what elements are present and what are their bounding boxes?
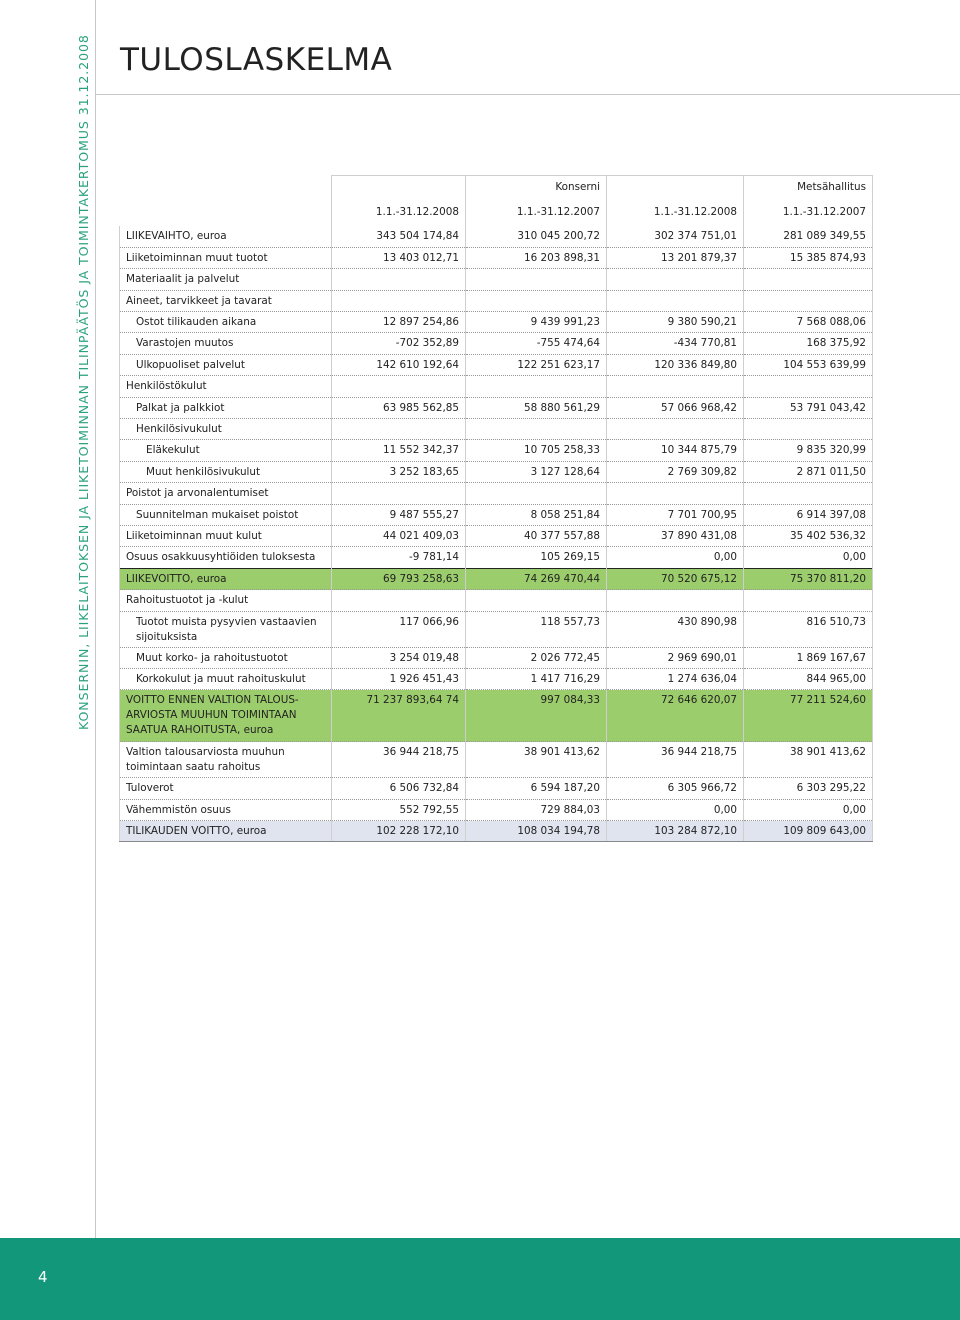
row-value: 2 969 690,01: [607, 647, 744, 668]
row-value: [607, 419, 744, 440]
row-value: 9 487 555,27: [332, 504, 466, 525]
row-value: [332, 376, 466, 397]
row-label: Korkokulut ja muut rahoituskulut: [120, 668, 332, 689]
row-value: 53 791 043,42: [744, 397, 873, 418]
table-row: [120, 690, 873, 742]
row-value: 168 375,92: [744, 333, 873, 354]
row-value: 16 203 898,31: [466, 247, 607, 268]
group-header-row: [120, 176, 873, 202]
table-row: [120, 461, 873, 482]
row-label: Aineet, tarvikkeet ja tavarat: [120, 290, 332, 311]
period-header: 1.1.-31.12.2008: [332, 201, 466, 226]
row-value: [466, 376, 607, 397]
row-value: [466, 290, 607, 311]
row-value: 3 254 019,48: [332, 647, 466, 668]
row-value: [466, 419, 607, 440]
row-value: 13 201 879,37: [607, 247, 744, 268]
row-value: [744, 590, 873, 611]
row-value: 0,00: [744, 547, 873, 568]
page-title: TULOSLASKELMA: [120, 42, 393, 78]
row-value: 10 344 875,79: [607, 440, 744, 461]
row-value: [332, 419, 466, 440]
row-value: 430 890,98: [607, 611, 744, 647]
table-row: [120, 397, 873, 418]
row-value: 104 553 639,99: [744, 354, 873, 375]
row-value: [607, 290, 744, 311]
row-value: 69 793 258,63: [332, 568, 466, 589]
row-value: 103 284 872,10: [607, 821, 744, 842]
row-value: 6 303 295,22: [744, 778, 873, 799]
row-value: 117 066,96: [332, 611, 466, 647]
income-statement-table: [119, 175, 873, 842]
row-value: 0,00: [607, 799, 744, 820]
table-row: [120, 547, 873, 568]
row-value: 9 439 991,23: [466, 312, 607, 333]
row-value: 1 274 636,04: [607, 668, 744, 689]
row-value: [332, 590, 466, 611]
row-label: Henkilöstökulut: [120, 376, 332, 397]
row-value: [744, 419, 873, 440]
group-header-konserni: Konserni: [466, 176, 607, 202]
table-row: [120, 290, 873, 311]
row-value: 0,00: [607, 547, 744, 568]
row-value: 71 237 893,64 74: [332, 690, 466, 742]
row-value: 15 385 874,93: [744, 247, 873, 268]
table-row: [120, 269, 873, 290]
row-value: 3 252 183,65: [332, 461, 466, 482]
table-row: [120, 504, 873, 525]
row-label: Tuotot muista pysyvien vastaavien sijoituksista: [120, 611, 332, 647]
row-value: 816 510,73: [744, 611, 873, 647]
row-value: 105 269,15: [466, 547, 607, 568]
period-header: 1.1.-31.12.2008: [607, 201, 744, 226]
row-value: [744, 290, 873, 311]
row-label: VOITTO ENNEN VALTION TALOUS-ARVIOSTA MUUHUN TOIMINTAAN SAATUA RAHOITUSTA, euroa: [120, 690, 332, 742]
row-value: 44 021 409,03: [332, 525, 466, 546]
row-value: -9 781,14: [332, 547, 466, 568]
table-row: [120, 440, 873, 461]
row-value: 997 084,33: [466, 690, 607, 742]
row-label: Tuloverot: [120, 778, 332, 799]
row-value: -434 770,81: [607, 333, 744, 354]
table-row: [120, 647, 873, 668]
period-header-row: [120, 201, 873, 226]
row-value: [744, 483, 873, 504]
row-value: [466, 590, 607, 611]
row-value: 12 897 254,86: [332, 312, 466, 333]
table-row: [120, 333, 873, 354]
row-value: [607, 376, 744, 397]
table-row: [120, 568, 873, 589]
row-value: [466, 483, 607, 504]
table-row: [120, 483, 873, 504]
row-value: 1 926 451,43: [332, 668, 466, 689]
row-label: Liiketoiminnan muut kulut: [120, 525, 332, 546]
row-label: Materiaalit ja palvelut: [120, 269, 332, 290]
table-row: [120, 799, 873, 820]
table-row: [120, 354, 873, 375]
table-row: [120, 525, 873, 546]
row-value: 7 568 088,06: [744, 312, 873, 333]
row-label: TILIKAUDEN VOITTO, euroa: [120, 821, 332, 842]
row-value: -702 352,89: [332, 333, 466, 354]
row-value: 122 251 623,17: [466, 354, 607, 375]
row-value: 0,00: [744, 799, 873, 820]
row-value: 2 026 772,45: [466, 647, 607, 668]
row-value: 36 944 218,75: [607, 742, 744, 778]
row-value: 70 520 675,12: [607, 568, 744, 589]
row-value: 10 705 258,33: [466, 440, 607, 461]
row-value: 3 127 128,64: [466, 461, 607, 482]
row-label: Muut korko- ja rahoitustuotot: [120, 647, 332, 668]
footer-band: [0, 1238, 960, 1320]
row-value: 38 901 413,62: [744, 742, 873, 778]
row-label: Rahoitustuotot ja -kulut: [120, 590, 332, 611]
row-value: 58 880 561,29: [466, 397, 607, 418]
row-label: Ulkopuoliset palvelut: [120, 354, 332, 375]
side-running-title: KONSERNIN, LIIKELAITOKSEN JA LIIKETOIMINNAN TILINPÄÄTÖS JA TOIMINTAKERTOMUS 31.12.2008: [76, 34, 91, 730]
row-value: 310 045 200,72: [466, 226, 607, 247]
row-label: Liiketoiminnan muut tuotot: [120, 247, 332, 268]
row-value: 63 985 562,85: [332, 397, 466, 418]
row-label: Poistot ja arvonalentumiset: [120, 483, 332, 504]
row-value: 35 402 536,32: [744, 525, 873, 546]
table-row: [120, 742, 873, 778]
row-label: Henkilösivukulut: [120, 419, 332, 440]
row-value: 552 792,55: [332, 799, 466, 820]
row-label: Vähemmistön osuus: [120, 799, 332, 820]
group-header-metsahallitus: Metsähallitus: [744, 176, 873, 202]
row-value: [332, 483, 466, 504]
row-value: 6 506 732,84: [332, 778, 466, 799]
row-value: 9 835 320,99: [744, 440, 873, 461]
row-value: 36 944 218,75: [332, 742, 466, 778]
table-row: [120, 668, 873, 689]
row-value: -755 474,64: [466, 333, 607, 354]
table-row: [120, 226, 873, 247]
period-header: 1.1.-31.12.2007: [744, 201, 873, 226]
row-value: 6 305 966,72: [607, 778, 744, 799]
title-underline-rule: [95, 94, 960, 95]
table-row: [120, 419, 873, 440]
table-row: [120, 821, 873, 842]
table-row: [120, 778, 873, 799]
period-header: 1.1.-31.12.2007: [466, 201, 607, 226]
row-label: Ostot tilikauden aikana: [120, 312, 332, 333]
row-value: [607, 590, 744, 611]
row-value: [607, 269, 744, 290]
row-value: 1 417 716,29: [466, 668, 607, 689]
row-value: 37 890 431,08: [607, 525, 744, 546]
table-row: [120, 376, 873, 397]
left-margin-rule: [95, 0, 96, 1238]
row-value: 2 871 011,50: [744, 461, 873, 482]
row-value: 142 610 192,64: [332, 354, 466, 375]
row-value: 8 058 251,84: [466, 504, 607, 525]
row-value: 109 809 643,00: [744, 821, 873, 842]
row-value: [466, 269, 607, 290]
row-value: 40 377 557,88: [466, 525, 607, 546]
row-value: 102 228 172,10: [332, 821, 466, 842]
table-row: [120, 611, 873, 647]
row-value: 74 269 470,44: [466, 568, 607, 589]
row-label: LIIKEVOITTO, euroa: [120, 568, 332, 589]
row-value: 72 646 620,07: [607, 690, 744, 742]
page-number: 4: [38, 1268, 48, 1286]
row-value: 38 901 413,62: [466, 742, 607, 778]
row-value: 120 336 849,80: [607, 354, 744, 375]
row-value: 1 869 167,67: [744, 647, 873, 668]
row-value: 6 914 397,08: [744, 504, 873, 525]
row-value: 281 089 349,55: [744, 226, 873, 247]
row-value: 118 557,73: [466, 611, 607, 647]
row-label: Palkat ja palkkiot: [120, 397, 332, 418]
row-value: 7 701 700,95: [607, 504, 744, 525]
row-value: 75 370 811,20: [744, 568, 873, 589]
row-value: 844 965,00: [744, 668, 873, 689]
table-row: [120, 590, 873, 611]
row-value: 343 504 174,84: [332, 226, 466, 247]
table-row: [120, 247, 873, 268]
row-value: 11 552 342,37: [332, 440, 466, 461]
row-value: 302 374 751,01: [607, 226, 744, 247]
row-label: Muut henkilösivukulut: [120, 461, 332, 482]
row-value: 57 066 968,42: [607, 397, 744, 418]
row-value: 6 594 187,20: [466, 778, 607, 799]
row-value: [607, 483, 744, 504]
row-value: 2 769 309,82: [607, 461, 744, 482]
row-value: 9 380 590,21: [607, 312, 744, 333]
row-value: 77 211 524,60: [744, 690, 873, 742]
table-row: [120, 312, 873, 333]
row-value: 729 884,03: [466, 799, 607, 820]
table-body: [120, 226, 873, 842]
row-label: Suunnitelman mukaiset poistot: [120, 504, 332, 525]
row-value: [332, 269, 466, 290]
row-value: [332, 290, 466, 311]
row-label: Valtion talousarviosta muuhun toimintaan saatu rahoitus: [120, 742, 332, 778]
row-value: 13 403 012,71: [332, 247, 466, 268]
row-label: Varastojen muutos: [120, 333, 332, 354]
row-label: LIIKEVAIHTO, euroa: [120, 226, 332, 247]
row-value: [744, 376, 873, 397]
row-value: [744, 269, 873, 290]
row-label: Eläkekulut: [120, 440, 332, 461]
row-label: Osuus osakkuusyhtiöiden tuloksesta: [120, 547, 332, 568]
row-value: 108 034 194,78: [466, 821, 607, 842]
